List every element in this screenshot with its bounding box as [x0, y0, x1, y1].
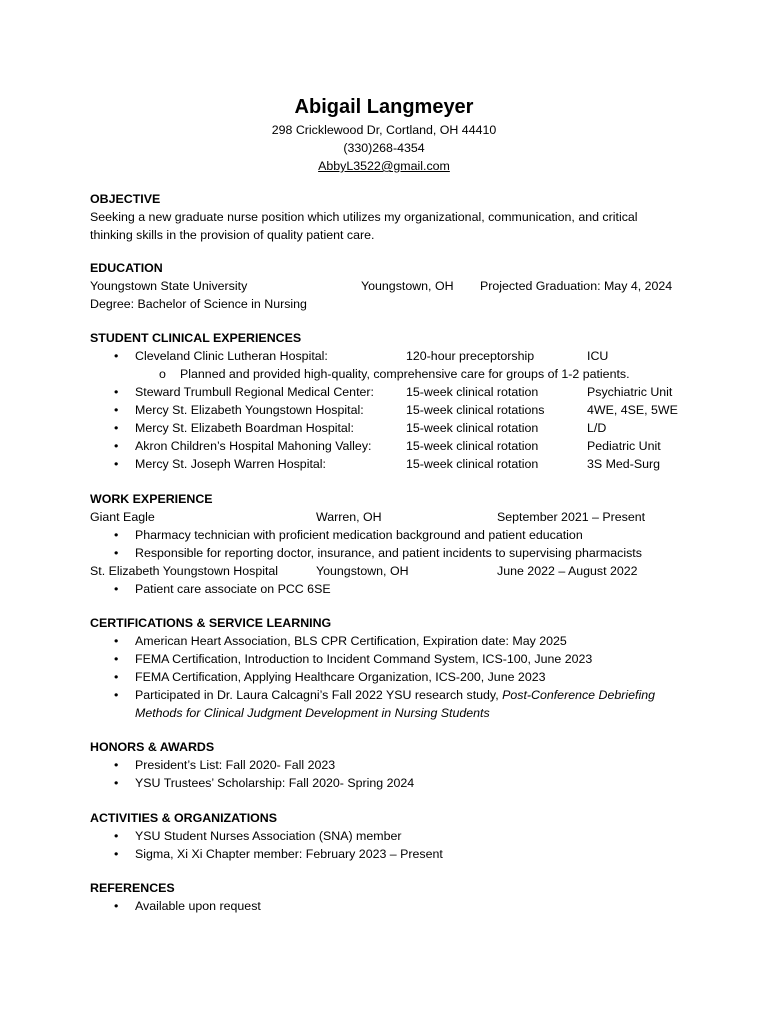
- clinical-type: 15-week clinical rotation: [406, 385, 539, 399]
- research-title-line-2: Methods for Clinical Judgment Development in Nursing Students: [135, 706, 490, 720]
- job-location: Youngstown, OH: [316, 564, 409, 578]
- job-dates: September 2021 – Present: [497, 510, 646, 524]
- bullet: •: [114, 776, 119, 790]
- cert-item: [90, 650, 690, 668]
- clinical-site: Mercy St. Elizabeth Youngstown Hospital:: [135, 403, 364, 417]
- bullet: •: [114, 758, 119, 772]
- research-prefix: Participated in Dr. Laura Calcagni’s Fall 2022 YSU research study,: [135, 688, 503, 702]
- cert-text: FEMA Certification, Applying Healthcare Organization, ICS-200, June 2023: [135, 670, 546, 684]
- bullet: •: [114, 528, 119, 542]
- bullet: •: [114, 899, 119, 913]
- activities-section: [90, 809, 690, 863]
- objective-title: OBJECTIVE: [90, 192, 161, 206]
- cert-item-research: [90, 686, 690, 704]
- activities-title: ACTIVITIES & ORGANIZATIONS: [90, 811, 278, 825]
- honors-section: [90, 738, 690, 792]
- duty-text: Patient care associate on PCC 6SE: [135, 582, 331, 596]
- clinical-unit: Pediatric Unit: [587, 439, 661, 453]
- bullet: •: [114, 652, 119, 666]
- clinical-unit: ICU: [587, 349, 609, 363]
- work-title: WORK EXPERIENCE: [90, 492, 213, 506]
- clinical-unit: Psychiatric Unit: [587, 385, 673, 399]
- bullet: •: [114, 349, 119, 363]
- resume-header: [0, 93, 768, 175]
- clinical-site: Mercy St. Elizabeth Boardman Hospital:: [135, 421, 354, 435]
- honor-item: [90, 756, 690, 774]
- clinical-type: 15-week clinical rotation: [406, 439, 539, 453]
- activity-text: Sigma, Xi Xi Chapter member: February 2023 – Present: [135, 847, 443, 861]
- bullet: •: [114, 457, 119, 471]
- job-duty: [90, 544, 690, 562]
- bullet: •: [114, 385, 119, 399]
- clinical-type: 15-week clinical rotation: [406, 457, 539, 471]
- clinical-unit: L/D: [587, 421, 607, 435]
- clinical-item: [90, 401, 690, 419]
- school-location: Youngstown, OH: [361, 279, 454, 293]
- job-location: Warren, OH: [316, 510, 382, 524]
- bullet: •: [114, 582, 119, 596]
- clinical-unit: 3S Med-Surg: [587, 457, 661, 471]
- bullet: •: [114, 670, 119, 684]
- activity-text: YSU Student Nurses Association (SNA) member: [135, 829, 402, 843]
- honors-title: HONORS & AWARDS: [90, 740, 215, 754]
- cert-text: FEMA Certification, Introduction to Incident Command System, ICS-100, June 2023: [135, 652, 593, 666]
- clinical-item: [90, 437, 690, 455]
- cert-item: [90, 632, 690, 650]
- employer: Giant Eagle: [90, 510, 155, 524]
- clinical-site: Steward Trumbull Regional Medical Center:: [135, 385, 374, 399]
- objective-section: [90, 190, 690, 244]
- education-section: [90, 259, 690, 313]
- job-dates: June 2022 – August 2022: [497, 564, 638, 578]
- bullet: •: [114, 546, 119, 560]
- clinical-section: [90, 329, 690, 473]
- certifications-title: CERTIFICATIONS & SERVICE LEARNING: [90, 616, 332, 630]
- education-row: [90, 277, 690, 295]
- references-section: [90, 879, 690, 915]
- job-row: [90, 508, 690, 526]
- honor-text: President’s List: Fall 2020- Fall 2023: [135, 758, 336, 772]
- graduation-date: Projected Graduation: May 4, 2024: [480, 279, 673, 293]
- objective-line-2: thinking skills in the provision of quality patient care.: [90, 228, 375, 242]
- clinical-item: [90, 347, 690, 365]
- clinical-type: 15-week clinical rotations: [406, 403, 545, 417]
- honor-item: [90, 774, 690, 792]
- bullet: •: [114, 829, 119, 843]
- research-title-line-1: Post-Conference Debriefing: [502, 688, 655, 702]
- references-title: REFERENCES: [90, 881, 175, 895]
- reference-text: Available upon request: [135, 899, 261, 913]
- clinical-item: [90, 383, 690, 401]
- cert-item: [90, 668, 690, 686]
- duty-text: Pharmacy technician with proficient medication background and patient education: [135, 528, 583, 542]
- clinical-sub-item: [90, 365, 690, 383]
- applicant-name: Abigail Langmeyer: [294, 96, 474, 118]
- job-row: [90, 562, 690, 580]
- clinical-item: [90, 419, 690, 437]
- email-link[interactable]: AbbyL3522@gmail.com: [318, 159, 450, 173]
- bullet: •: [114, 847, 119, 861]
- clinical-site: Cleveland Clinic Lutheran Hospital:: [135, 349, 328, 363]
- clinical-type: 15-week clinical rotation: [406, 421, 539, 435]
- clinical-unit: 4WE, 4SE, 5WE: [587, 403, 678, 417]
- job-duty: [90, 526, 690, 544]
- reference-item: [90, 897, 690, 915]
- certifications-section: [90, 614, 690, 722]
- address: 298 Cricklewood Dr, Cortland, OH 44410: [271, 123, 497, 137]
- job-duty: [90, 580, 690, 598]
- objective-line-1: Seeking a new graduate nurse position which utilizes my organizational, communication, and critical: [90, 210, 638, 224]
- bullet: •: [114, 634, 119, 648]
- clinical-site: Mercy St. Joseph Warren Hospital:: [135, 457, 326, 471]
- honor-text: YSU Trustees’ Scholarship: Fall 2020- Spring 2024: [135, 776, 415, 790]
- work-section: [90, 490, 690, 598]
- cert-item-research-cont: [90, 704, 690, 722]
- clinical-sub-text: Planned and provided high-quality, comprehensive care for groups of 1-2 patients.: [180, 367, 630, 381]
- employer: St. Elizabeth Youngstown Hospital: [90, 564, 279, 578]
- cert-text: American Heart Association, BLS CPR Certification, Expiration date: May 2025: [135, 634, 567, 648]
- education-title: EDUCATION: [90, 261, 163, 275]
- school-name: Youngstown State University: [90, 279, 248, 293]
- clinical-type: 120-hour preceptorship: [406, 349, 535, 363]
- bullet: •: [114, 688, 119, 702]
- clinical-site: Akron Children’s Hospital Mahoning Valley:: [135, 439, 372, 453]
- degree: Degree: Bachelor of Science in Nursing: [90, 297, 307, 311]
- activity-item: [90, 845, 690, 863]
- activity-item: [90, 827, 690, 845]
- sub-bullet: o: [159, 367, 166, 381]
- bullet: •: [114, 439, 119, 453]
- bullet: •: [114, 403, 119, 417]
- research-line-1: [135, 686, 655, 704]
- bullet: •: [114, 421, 119, 435]
- clinical-title: STUDENT CLINICAL EXPERIENCES: [90, 331, 302, 345]
- duty-text: Responsible for reporting doctor, insurance, and patient incidents to supervising pharmacists: [135, 546, 642, 560]
- phone: (330)268-4354: [343, 141, 425, 155]
- clinical-item: [90, 455, 690, 473]
